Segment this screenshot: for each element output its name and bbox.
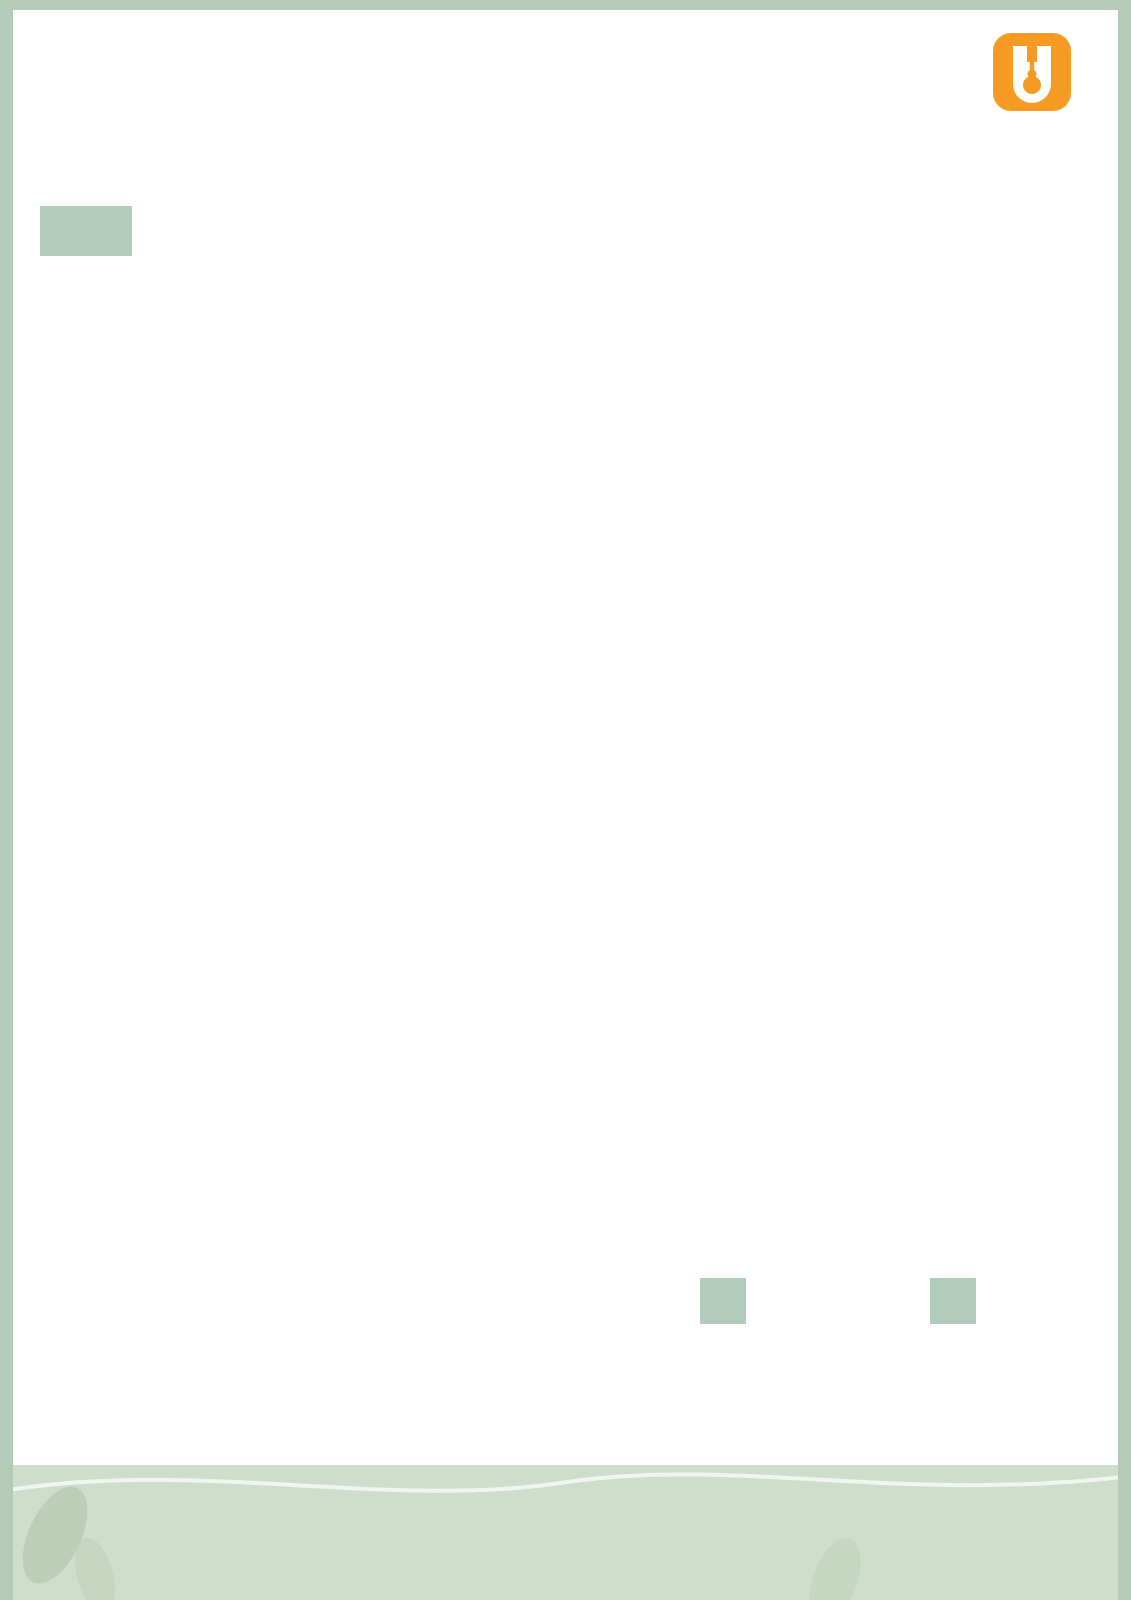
strum-pattern-b-label: [930, 1278, 976, 1324]
strum-pattern-b-graphic: [855, 1348, 1107, 1444]
page-border-right: [1118, 0, 1131, 1600]
strum-pattern-a-label: [700, 1278, 746, 1324]
qr-code: [952, 1476, 1082, 1588]
ukulele-logo-icon: [993, 33, 1071, 111]
intro-tab-line-2: [0, 0, 300, 150]
page-border-top: [0, 0, 1131, 10]
brand-logo: [952, 33, 1112, 113]
strum-pattern-a-graphic: [595, 1348, 847, 1444]
intro-section-label: [40, 206, 132, 256]
page-border-left: [0, 0, 13, 1600]
